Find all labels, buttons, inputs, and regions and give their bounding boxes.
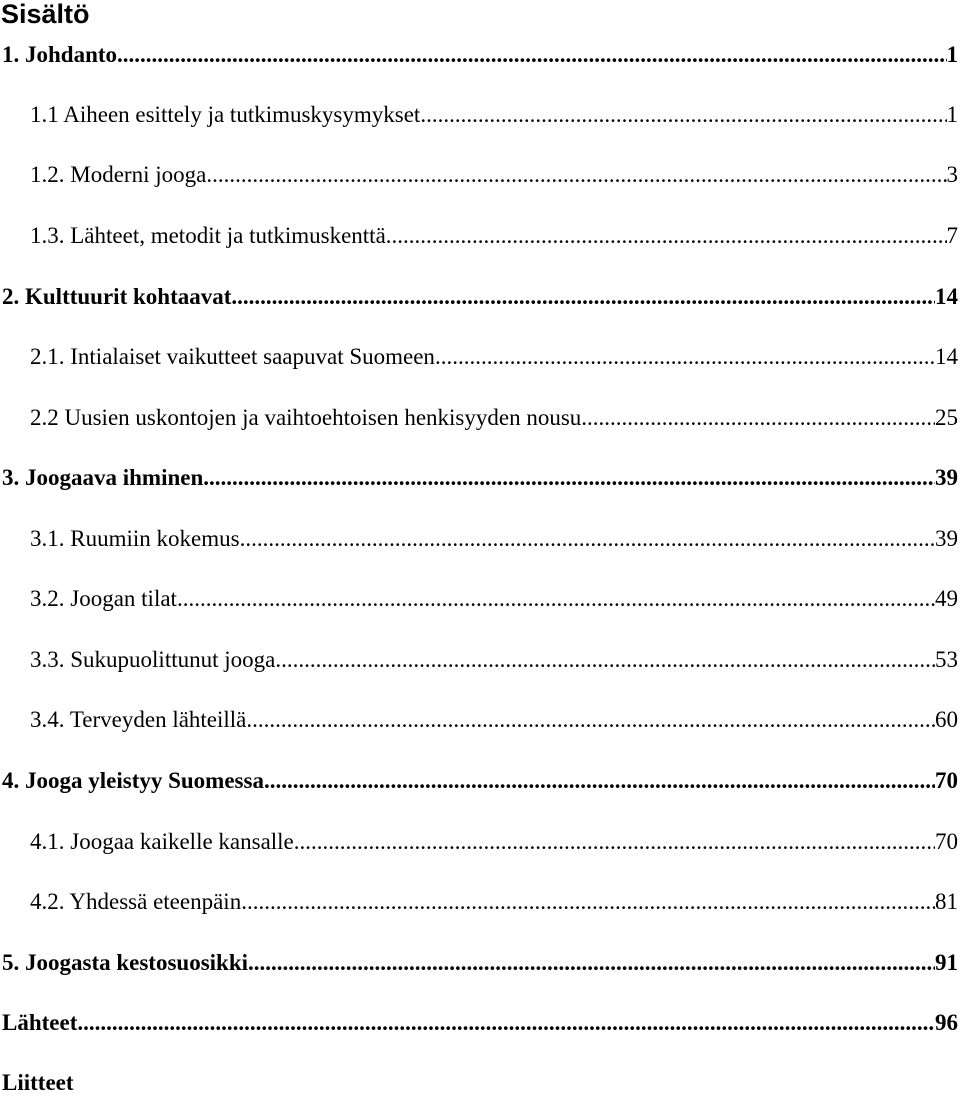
toc-entry-lahteet-metodit[interactable] [0,222,958,250]
toc-page-number: 70 [935,768,958,793]
toc-entry-joogaa-kaikelle[interactable] [0,828,958,856]
toc-entry-label: 1. Johdanto [2,42,118,67]
toc-entry-label: 3.2. Joogan tilat [30,586,177,611]
toc-page-number: 7 [946,223,958,248]
toc-entry-uusien-uskontojen[interactable] [0,404,958,432]
toc-page-number: 39 [935,526,958,551]
toc-entry-label: 4.1. Joogaa kaikelle kansalle [30,829,294,854]
toc-entry-aiheen-esittely[interactable] [0,101,958,129]
toc-entry-label: Liitteet [2,1070,74,1095]
toc-entry-terveyden-lahteilla[interactable] [0,706,958,734]
toc-entry-kulttuurit-kohtaavat[interactable] [0,283,958,311]
toc-entry-label: 2.1. Intialaiset vaikutteet saapuvat Suomeen [30,344,435,369]
dot-leader [294,828,935,856]
toc-entry-label: 5. Joogasta kestosuosikki [2,950,249,975]
dot-leader [420,101,946,129]
dot-leader [206,161,946,189]
toc-entry-label: 4.2. Yhdessä eteenpäin [30,889,242,914]
toc-entry-label: 1.1 Aiheen esittely ja tutkimuskysymykset [30,102,421,127]
toc-page-number: 25 [935,405,958,430]
toc-entry-label: 2. Kulttuurit kohtaavat [2,284,232,309]
toc-entry-yhdessa-eteenpain[interactable] [0,888,958,916]
dot-leader [240,525,935,553]
toc-entry-intialaiset-vaikutteet[interactable] [0,343,958,371]
toc-entry-sukupuolittunut-jooga[interactable] [0,646,958,674]
dot-leader [177,585,935,613]
toc-page-number: 14 [935,344,958,369]
toc-entry-label: 1.3. Lähteet, metodit ja tutkimuskenttä [30,223,386,248]
dot-leader [581,404,935,432]
toc-entry-ruumiin-kokemus[interactable] [0,525,958,553]
dot-leader [248,949,935,977]
toc-entry-label: 3.1. Ruumiin kokemus [30,526,240,551]
toc-entry-johdanto[interactable] [0,41,958,69]
toc-entry-moderni-jooga[interactable] [0,161,958,189]
toc-entry-lahteet[interactable] [0,1009,958,1037]
dot-leader [386,222,947,250]
toc-page-number: 1 [946,42,958,67]
toc-entry-label: 2.2 Uusien uskontojen ja vaihtoehtoisen henkisyyden nousu [30,405,582,430]
toc-entry-joogaava-ihminen[interactable] [0,464,958,492]
toc-entry-label: 3.3. Sukupuolittunut jooga [30,647,276,672]
dot-leader [117,41,946,69]
toc-entry-label: Lähteet [2,1010,78,1035]
dot-leader [77,1009,935,1037]
dot-leader [231,283,935,311]
dot-leader [435,343,935,371]
toc-page-number: 53 [935,647,958,672]
toc-page-number: 81 [935,889,958,914]
toc-entry-label: 4. Jooga yleistyy Suomessa [2,768,264,793]
toc-page-number: 91 [935,950,958,975]
toc-page-number: 3 [946,162,958,187]
dot-leader [264,767,935,795]
toc-entry-label: 1.2. Moderni jooga [30,162,207,187]
dot-leader [203,464,935,492]
toc-entry-joogan-tilat[interactable] [0,585,958,613]
toc-page-number: 39 [935,465,958,490]
toc-entry-joogasta-kestosuosikki[interactable] [0,949,958,977]
dot-leader [275,646,935,674]
toc-entry-liitteet[interactable] [0,1069,958,1097]
dot-leader [241,888,935,916]
toc-entry-label: 3.4. Terveyden lähteillä [30,707,247,732]
toc-page-number: 14 [935,284,958,309]
dot-leader [246,706,935,734]
page-title: Sisältö [1,0,90,29]
toc-page-number: 96 [935,1010,958,1035]
toc-entry-label: 3. Joogaava ihminen [2,465,204,490]
toc-page-number: 70 [935,829,958,854]
toc-page-number: 1 [946,102,958,127]
toc-page-number: 49 [935,586,958,611]
toc-entry-jooga-yleistyy[interactable] [0,767,958,795]
toc-page-number: 60 [935,707,958,732]
